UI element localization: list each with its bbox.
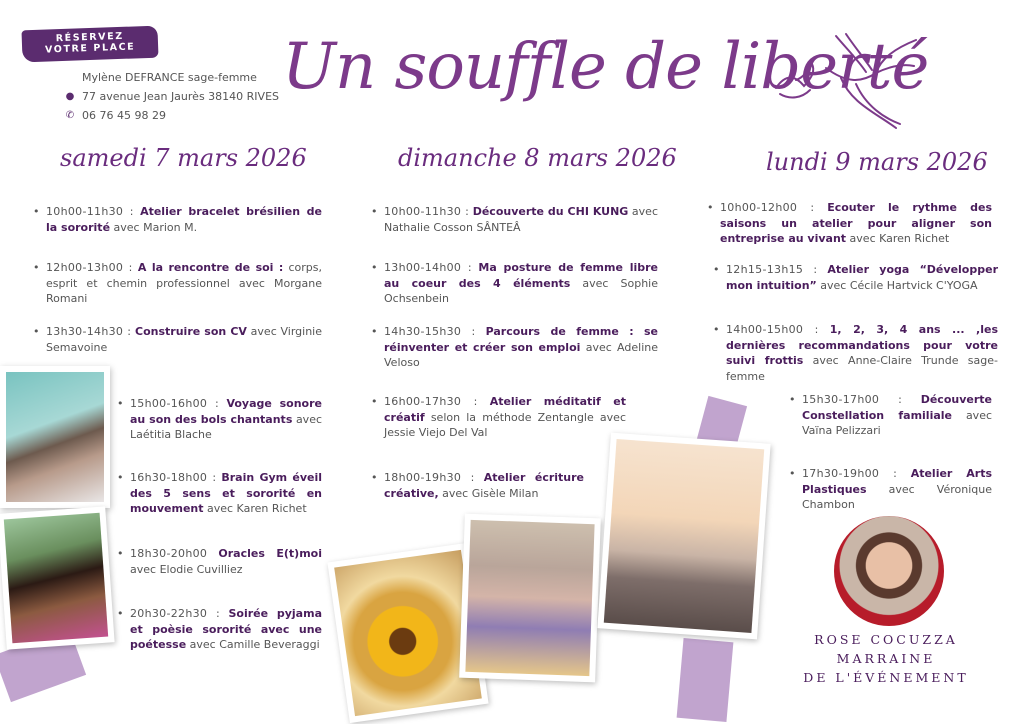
event-mon-2: • 12h15-13h15 : Atelier yoga “Développer mon intuition” avec Cécile Hartvick C'YOGA: [726, 262, 998, 293]
contact-address: 77 avenue Jean Jaurès 38140 RIVES: [82, 90, 280, 103]
contact-phone: 06 76 45 98 29: [82, 109, 166, 122]
contact-block: [64, 68, 279, 125]
doves-icon: [766, 28, 926, 138]
event-mon-5: • 17h30-19h00 : Atelier Arts Plastiques avec Véronique Chambon: [802, 466, 992, 513]
godmother-role: MARRAINE: [836, 651, 936, 666]
event-sat-3: • 13h30-14h30 : Construire son CV avec Virginie Semavoine: [46, 324, 322, 355]
reserve-tag[interactable]: [21, 26, 158, 63]
event-sun-3: • 14h30-15h30 : Parcours de femme : se réinventer et créer son emploi avec Adeline Veloso: [384, 324, 658, 371]
event-sun-4: • 16h00-17h30 : Atelier méditatif et créatif selon la méthode Zentangle avec Jessie Viejo Del Val: [384, 394, 626, 441]
event-sun-1: • 10h00-11h30 : Découverte du CHI KUNG avec Nathalie Cosson SÂNTEÂ: [384, 204, 658, 235]
page-title: Un souffle de liberté: [282, 30, 929, 104]
phone-icon: ✆: [65, 110, 75, 121]
reserve-line2: VOTRE PLACE: [44, 41, 136, 56]
photo-woman-flowers: [0, 506, 115, 649]
event-sat-7: • 20h30-22h30 : Soirée pyjama et poèsie sororité avec une poétesse avec Camille Beveraggi: [130, 606, 322, 653]
event-sat-4: • 15h00-16h00 : Voyage sonore au son des bols chantants avec Laétitia Blache: [130, 396, 322, 443]
event-sun-5: • 18h00-19h30 : Atelier écriture créative, avec Gisèle Milan: [384, 470, 584, 501]
day-header-saturday: samedi 7 mars 2026: [60, 144, 307, 172]
photo-woman-confetti: [459, 514, 601, 683]
contact-name: Mylène DEFRANCE sage-femme: [82, 71, 257, 84]
photo-woman-smiling: [0, 366, 110, 508]
event-sat-6: • 18h30-20h00 Oracles E(t)moi avec Elodie Cuvilliez: [130, 546, 322, 577]
event-mon-3: • 14h00-15h00 : 1, 2, 3, 4 ans ... ,les dernières recommandations pour votre suivi frottis avec Anne-Claire Trunde sage-femme: [726, 322, 998, 384]
event-mon-4: • 15h30-17h00 : Découverte Constellation familiale avec Vaïna Pelizzari: [802, 392, 992, 439]
photo-person-beach: [597, 433, 770, 640]
event-mon-1: • 10h00-12h00 : Ecouter le rythme des saisons un atelier pour aligner son entreprise au vivant avec Karen Richet: [720, 200, 992, 247]
event-sun-2: • 13h00-14h00 : Ma posture de femme libre au coeur des 4 éléments avec Sophie Ochsenbein: [384, 260, 658, 307]
godmother-name: ROSE COCUZZA: [814, 632, 958, 647]
godmother-caption: [786, 630, 986, 687]
event-sat-1: • 10h00-11h30 : Atelier bracelet brésilien de la sororité avec Marion M.: [46, 204, 322, 235]
day-header-monday: lundi 9 mars 2026: [766, 148, 988, 176]
event-sat-5: • 16h30-18h00 : Brain Gym éveil des 5 sens et sororité en mouvement avec Karen Richet: [130, 470, 322, 517]
reserve-line1: RÉSERVEZ: [55, 30, 124, 45]
godmother-avatar: [834, 516, 944, 626]
event-sat-2: • 12h00-13h00 : A la rencontre de soi : corps, esprit et chemin professionnel avec Morgane Romani: [46, 260, 322, 307]
godmother-event: DE L'ÉVÉNEMENT: [803, 670, 969, 685]
brush-stroke-decoration: [677, 638, 734, 722]
location-pin-icon: ●: [65, 91, 75, 102]
day-header-sunday: dimanche 8 mars 2026: [398, 144, 677, 172]
